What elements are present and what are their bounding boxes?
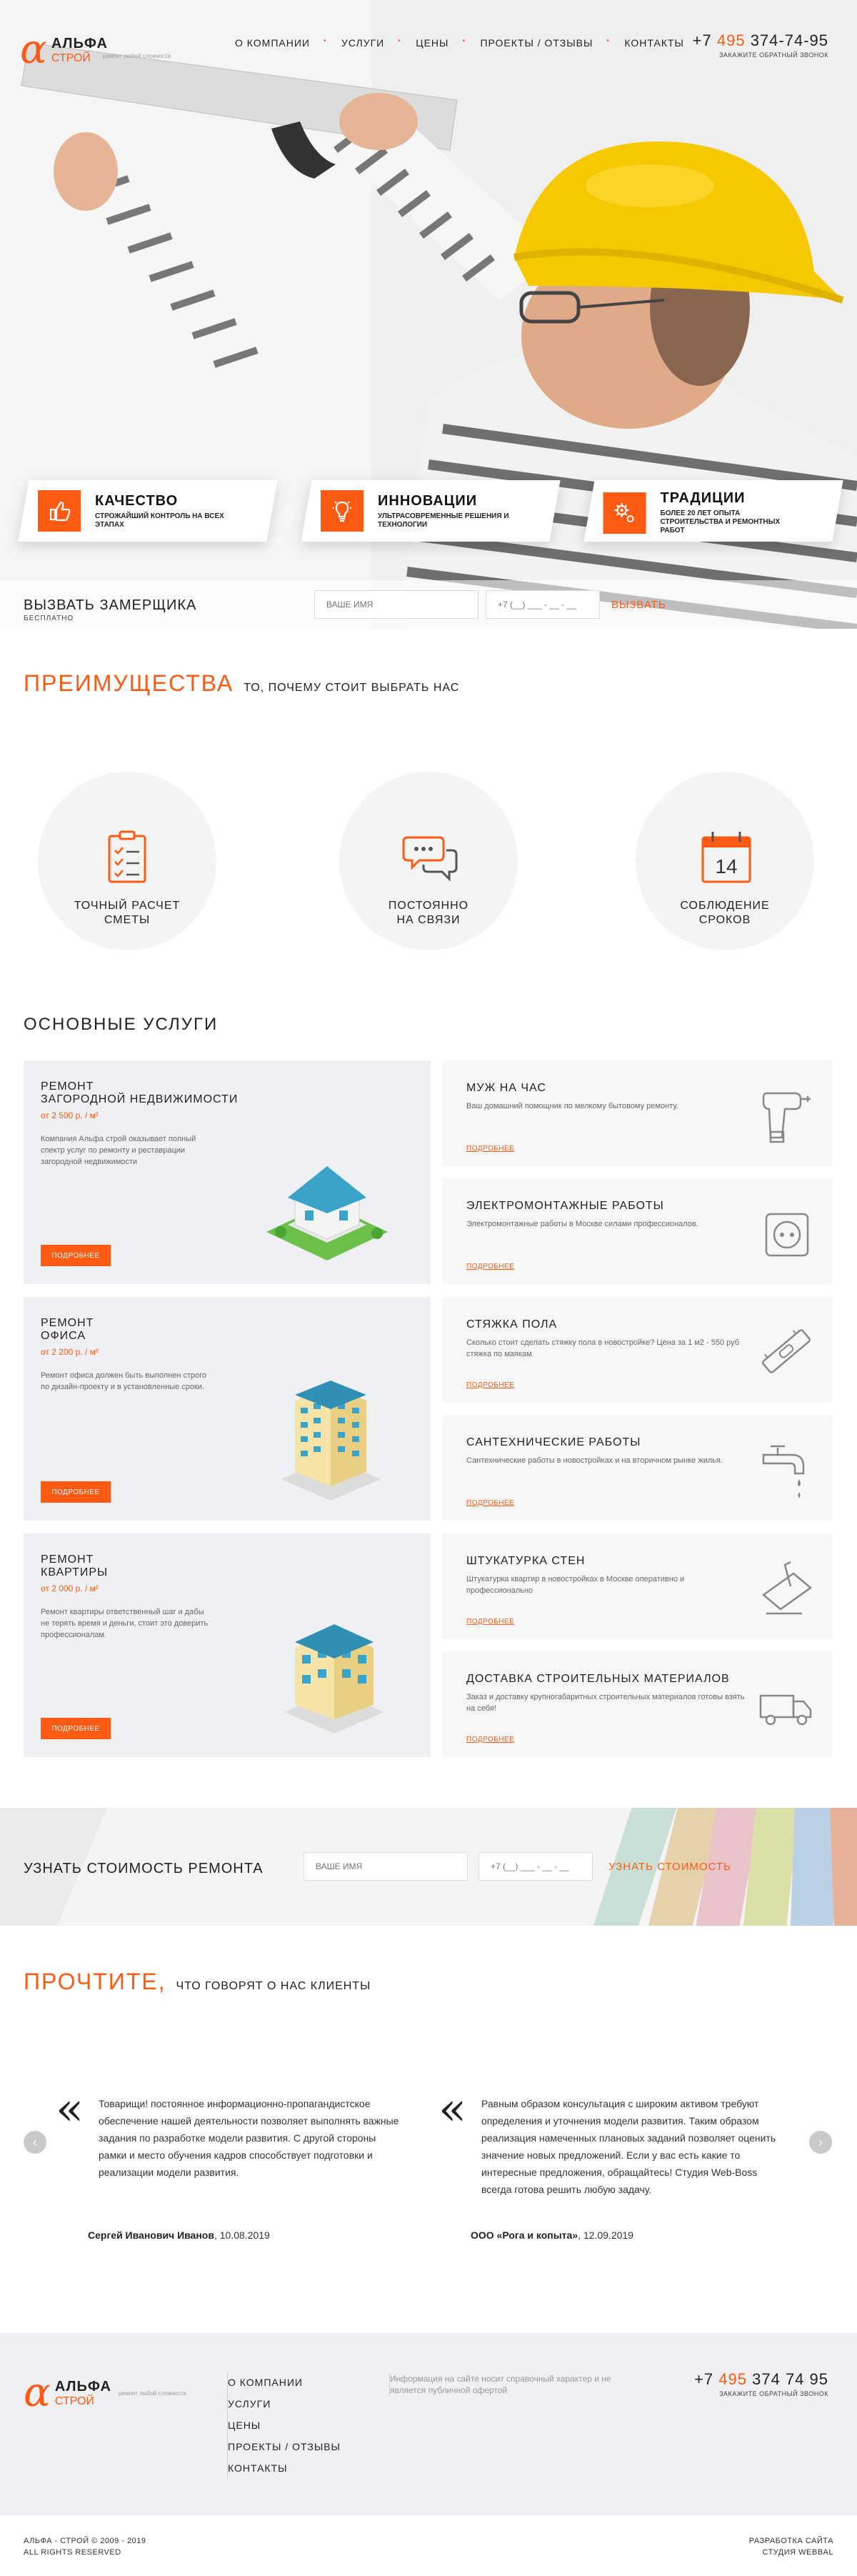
- service-price: от 2 200 р. / м²: [41, 1347, 99, 1357]
- drill-icon: [758, 1079, 815, 1150]
- site-footer: [0, 2333, 857, 2515]
- advantages-subtitle: ТО, ПОЧЕМУ СТОИТ ВЫБРАТЬ НАС: [244, 682, 460, 694]
- logo-alpha-icon: α: [20, 26, 47, 73]
- footer-logo[interactable]: [24, 2369, 204, 2416]
- phone-number[interactable]: 374-74-95: [750, 31, 828, 49]
- advantage-label: [339, 899, 518, 928]
- cta-title: ВЫЗВАТЬ ЗАМЕРЩИКА: [24, 597, 197, 613]
- more-link[interactable]: ПОДРОБНЕЕ: [466, 1736, 515, 1744]
- nav-about[interactable]: О КОМПАНИИ: [235, 37, 310, 49]
- service-title: ШТУКАТУРКА СТЕН: [466, 1555, 586, 1567]
- more-button[interactable]: ПОДРОБНЕЕ: [41, 1245, 111, 1266]
- chevron-right-icon: ›: [818, 2134, 823, 2149]
- advantage-line2: СРОКОВ: [698, 914, 751, 926]
- service-title: ДОСТАВКА СТРОИТЕЛЬНЫХ МАТЕРИАЛОВ: [466, 1673, 730, 1685]
- logo-sub: СТРОЙ: [51, 51, 91, 64]
- lightbulb-icon: [321, 490, 364, 532]
- features-row: [24, 480, 838, 542]
- nav-projects[interactable]: • ПРОЕКТЫ / ОТЗЫВЫ: [464, 37, 608, 49]
- more-link[interactable]: ПОДРОБНЕЕ: [466, 1263, 515, 1270]
- country-house-illustration: [259, 1153, 395, 1260]
- service-price: от 2 500 р. / м²: [41, 1110, 99, 1120]
- feature-title: ТРАДИЦИИ: [660, 490, 746, 506]
- footer-nav-contacts[interactable]: КОНТАКТЫ: [228, 2462, 288, 2474]
- service-desc: Заказ и доставку крупногабаритных строительных материалов готовы взять на себя!: [466, 1693, 745, 1713]
- footer-phone: [694, 2370, 828, 2397]
- phone-code: 495: [718, 2370, 747, 2388]
- service-office[interactable]: [24, 1297, 431, 1521]
- advantage-label: [38, 899, 216, 928]
- service-title-line2: ОФИСА: [41, 1330, 86, 1342]
- service-delivery[interactable]: [443, 1651, 832, 1757]
- service-floor-screed[interactable]: [443, 1297, 832, 1403]
- reviews-subtitle: ЧТО ГОВОРЯТ О НАС КЛИЕНТЫ: [176, 1980, 371, 1992]
- service-title-line1: РЕМОНТ: [41, 1317, 94, 1329]
- service-desc: Ваш домашний помощник по мелкому бытовому ремонту.: [466, 1102, 678, 1110]
- apartment-building-illustration: [274, 1619, 395, 1734]
- review-author: Сергей Иванович Иванов: [88, 2229, 214, 2241]
- main-nav: [219, 37, 700, 49]
- phone-prefix: +7: [692, 31, 712, 49]
- service-title: МУЖ НА ЧАС: [466, 1082, 546, 1094]
- more-button[interactable]: ПОДРОБНЕЕ: [41, 1481, 111, 1503]
- advantages-heading: [24, 670, 459, 697]
- chevron-left-icon: ‹: [33, 2134, 37, 2149]
- calendar-icon: [698, 829, 754, 886]
- review-text: Равным образом консультация с широким активом требуют определения и уточнения модели развития. Таким образом реализация намеченных плановых заданий позволяет оценить значение новых предложений. Если у вас есть какие то интересные предложения, обращайтесь! Студия Web-Boss всегда готова решить любую задачу.: [481, 2098, 776, 2195]
- service-desc: Ремонт офиса должен быть выполнен строго по дизайн-проекту и в установленные сроки.: [41, 1371, 207, 1391]
- reviews-heading: [24, 1969, 371, 1995]
- level-icon: [758, 1316, 815, 1387]
- more-link[interactable]: ПОДРОБНЕЕ: [466, 1499, 515, 1507]
- footer-nav-projects[interactable]: ПРОЕКТЫ / ОТЗЫВЫ: [228, 2441, 341, 2452]
- footer-nav-prices[interactable]: ЦЕНЫ: [228, 2420, 261, 2431]
- service-country-house[interactable]: [24, 1060, 431, 1284]
- thumbs-up-icon: [38, 490, 81, 532]
- feature-desc: СТРОЖАЙШИЙ КОНТРОЛЬ НА ВСЕХ ЭТАПАХ: [95, 512, 224, 529]
- footer-nav: [227, 2372, 341, 2479]
- office-building-illustration: [266, 1379, 395, 1501]
- logo-name: АЛЬФА: [51, 35, 108, 51]
- service-handyman[interactable]: [443, 1060, 832, 1166]
- quote-icon: «: [438, 2083, 467, 2136]
- phone-input[interactable]: [486, 590, 600, 619]
- logo-name: АЛЬФА: [54, 2378, 111, 2395]
- feature-innovation: [301, 480, 560, 542]
- logo-slogan: ремонт любой сложности: [118, 2389, 186, 2397]
- advantage-line1: ТОЧНЫЙ РАСЧЕТ: [74, 900, 181, 912]
- bottom-bar: [0, 2515, 857, 2576]
- service-desc: Сколько стоит сделать стяжку пола в новостройке? Цена за 1 м2 - 550 руб стяжка по маякам.: [466, 1338, 740, 1358]
- review-author: ООО «Рога и копыта»: [471, 2229, 578, 2241]
- logo-alpha-icon: α: [24, 2369, 51, 2416]
- cta-sub: БЕСПЛАТНО: [24, 615, 74, 622]
- rights-line: ALL RIGHTS RESERVED: [24, 2548, 121, 2557]
- feature-desc: УЛЬТРАСОВРЕМЕННЫЕ РЕШЕНИЯ И ТЕХНОЛОГИИ: [378, 512, 509, 529]
- truck-icon: [758, 1670, 815, 1741]
- service-plastering[interactable]: [443, 1533, 832, 1639]
- advantage-line1: ПОСТОЯННО: [388, 900, 469, 912]
- name-input[interactable]: [304, 1852, 468, 1881]
- faucet-icon: [758, 1433, 815, 1505]
- service-title-line1: РЕМОНТ: [41, 1080, 94, 1093]
- review-author-line: Сергей Иванович Иванов, 10.08.2019: [88, 2229, 270, 2241]
- gears-icon: [603, 492, 646, 534]
- clipboard-icon: [101, 829, 154, 886]
- more-button[interactable]: ПОДРОБНЕЕ: [41, 1718, 111, 1739]
- footer-callback-link[interactable]: ЗАКАЖИТЕ ОБРАТНЫЙ ЗВОНОК: [719, 2390, 828, 2397]
- more-link[interactable]: ПОДРОБНЕЕ: [466, 1618, 515, 1626]
- quote-icon: «: [56, 2083, 84, 2136]
- trowel-icon: [758, 1552, 815, 1623]
- service-apartment[interactable]: [24, 1533, 431, 1757]
- name-input[interactable]: [314, 590, 478, 619]
- advantage-line2: СМЕТЫ: [104, 914, 151, 926]
- get-price-button[interactable]: УЗНАТЬ СТОИМОСТЬ: [608, 1861, 731, 1873]
- service-electrical[interactable]: [443, 1178, 832, 1284]
- feature-tradition: [583, 480, 843, 542]
- footer-disclaimer: Информация на сайте носит справочный характер и не является публичной офертой: [389, 2373, 618, 2396]
- review-text: Товарищи! постоянное информационно-пропагандистское обеспечение нашей деятельности позволяет выполнять важные задания по разработке модели развития. С другой стороны рамки и место обучения кадров способствует подготовки и реализации модели развития.: [99, 2098, 399, 2178]
- service-desc: Компания Альфа строй оказывает полный спектр услуг по ремонту и реставрации загородной недвижимости: [41, 1135, 196, 1166]
- phone-code: 495: [716, 31, 746, 49]
- service-desc: Электромонтажные работы в Москве силами профессионалов.: [466, 1220, 698, 1228]
- more-link[interactable]: ПОДРОБНЕЕ: [466, 1145, 515, 1153]
- call-measurer-button[interactable]: ВЫЗВАТЬ: [611, 599, 666, 611]
- more-link[interactable]: ПОДРОБНЕЕ: [466, 1381, 515, 1389]
- site-header: [0, 0, 857, 71]
- review-date: 10.08.2019: [219, 2229, 270, 2241]
- feature-desc: БОЛЕЕ 20 ЛЕТ ОПЫТА СТРОИТЕЛЬСТВА И РЕМОНТНЫХ РАБОТ: [660, 509, 781, 534]
- feature-quality: [18, 480, 277, 542]
- hero-section: [0, 0, 857, 629]
- advantage-line1: СОБЛЮДЕНИЕ: [680, 900, 770, 912]
- reviews-title: ПРОЧТИТЕ,: [24, 1969, 166, 1994]
- price-cta-title: УЗНАТЬ СТОИМОСТЬ РЕМОНТА: [24, 1861, 264, 1876]
- developer-credit[interactable]: [749, 2535, 833, 2558]
- service-desc: Штукатурка квартир в новостройках в Москве оперативно и профессионально: [466, 1575, 685, 1595]
- service-title: [41, 1553, 108, 1579]
- feature-title: ИННОВАЦИИ: [378, 492, 478, 509]
- logo-slogan: ремонт любой сложности: [103, 53, 171, 59]
- nav-contacts[interactable]: • КОНТАКТЫ: [608, 37, 700, 49]
- service-title-line1: РЕМОНТ: [41, 1553, 94, 1566]
- nav-services[interactable]: • УСЛУГИ: [326, 37, 400, 49]
- phone-number[interactable]: 374 74 95: [752, 2370, 828, 2388]
- dev-line1: РАЗРАБОТКА САЙТА: [748, 2537, 833, 2545]
- service-desc: Сантехнические работы в новостройках и на вторичном рынке жилья.: [466, 1456, 723, 1465]
- nav-prices[interactable]: • ЦЕНЫ: [400, 37, 464, 49]
- price-cta-section: [0, 1808, 857, 1926]
- service-plumbing[interactable]: [443, 1415, 832, 1521]
- service-title: [41, 1317, 94, 1343]
- phone-prefix: +7: [694, 2370, 714, 2388]
- advantage-label: [636, 899, 814, 928]
- socket-icon: [758, 1197, 815, 1268]
- review-author-line: ООО «Рога и копыта», 12.09.2019: [471, 2229, 633, 2241]
- service-desc: Ремонт квартиры ответственный шаг и дабы не терять время и деньги, стоит это доверить профессионалам.: [41, 1608, 209, 1639]
- service-title-line2: ЗАГОРОДНОЙ НЕДВИЖИМОСТИ: [41, 1093, 239, 1105]
- copyright-line: АЛЬФА - СТРОЙ © 2009 - 2019: [24, 2537, 146, 2545]
- phone-input[interactable]: [478, 1852, 593, 1881]
- dev-line2: СТУДИЯ WEBBAL: [762, 2548, 833, 2557]
- reviews-prev-arrow[interactable]: [24, 2131, 46, 2154]
- services-title: ОСНОВНЫЕ УСЛУГИ: [24, 1015, 219, 1034]
- header-phone: [693, 31, 828, 59]
- callback-link[interactable]: ЗАКАЖИТЕ ОБРАТНЫЙ ЗВОНОК: [719, 51, 828, 59]
- advantage-line2: НА СВЯЗИ: [396, 914, 461, 926]
- copyright: [24, 2535, 146, 2558]
- logo-sub: СТРОЙ: [54, 2395, 94, 2407]
- service-title: СТЯЖКА ПОЛА: [466, 1318, 558, 1331]
- footer-nav-services[interactable]: УСЛУГИ: [228, 2398, 271, 2410]
- service-title: САНТЕХНИЧЕСКИЕ РАБОТЫ: [466, 1436, 641, 1448]
- footer-nav-about[interactable]: О КОМПАНИИ: [228, 2377, 303, 2388]
- review-date: 12.09.2019: [583, 2229, 633, 2241]
- logo[interactable]: [20, 26, 171, 73]
- service-title: ЭЛЕКТРОМОНТАЖНЫЕ РАБОТЫ: [466, 1200, 664, 1212]
- hero-cta-bar: [0, 580, 857, 629]
- reviews-next-arrow[interactable]: [809, 2131, 832, 2154]
- chat-bubbles-icon: [402, 829, 459, 886]
- advantages-title: ПРЕИМУЩЕСТВА: [24, 670, 234, 696]
- feature-title: КАЧЕСТВО: [95, 492, 179, 509]
- service-price: от 2 000 р. / м²: [41, 1583, 99, 1593]
- calendar-day: 14: [715, 855, 738, 877]
- service-title-line2: КВАРТИРЫ: [41, 1566, 109, 1578]
- service-title: [41, 1080, 238, 1106]
